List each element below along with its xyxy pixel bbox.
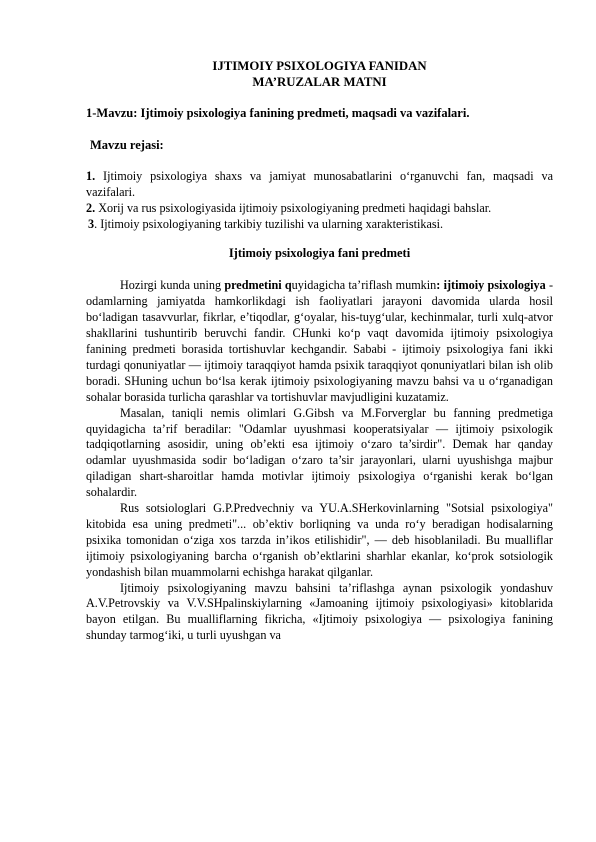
plan-heading: Mavzu rejasi: — [90, 137, 164, 152]
plan-item-number: 2. — [86, 200, 96, 215]
plan-item — [86, 169, 553, 201]
title-line-2: MA’RUZALAR MATNI — [252, 75, 387, 89]
document-page — [86, 58, 553, 644]
p1-mid: uyidagicha ta’riflash mumkin — [291, 278, 437, 293]
plan-item — [86, 217, 553, 233]
plan-item — [86, 201, 553, 217]
paragraph: Ijtimoiy psixologiyaning mavzu bahsini ta’riflashga aynan psixologik yondashuv A.V.Petrovskiy va V.V.SHpalinskiylarning «Jamoaning ijtimoiy psixologiyasi» kitoblarida bayon etilgan. Bu mualliflarning fikricha, «Ijtimoiy psixologiya — psixologiya fanining shunday tarmog‘iki, u turli uyushgan va — [86, 580, 553, 643]
topic-heading: 1-Mavzu: Ijtimoiy psixologiya fanining predmeti, maqsadi va vazifalari. — [86, 106, 470, 120]
plan-item-text: Xorij va rus psixologiyasida ijtimoiy psixologiyaning predmeti haqidagi bahslar. — [95, 200, 492, 215]
plan-item-number: 1. — [86, 168, 96, 183]
p1-rest: - odamlarning jamiyatda hamkorlikdagi ish faoliyatlari jarayoni davomida ularda hosil bo‘ladigan tasavvurlar, fikrlar, e’tiqodlar, g‘oyalar, his-tuyg‘ular, kechinmalar, turli xulq-atvor shakllarini tushuntirib beruvchi fandir. CHunki ko‘p vaqt davomida ijtimoiy psixologiya fanining predmeti borasida tortishuvlar kechgandir. Sababi - ijtimoiy psixologiya fani ikki turdagi qonuniyatlar — ijtimoiy taraqqiyot hamda psixik taraqqiyot qonuniyatlari bilan ish olib boradi. SHuning uchun bo‘lsa kerak ijtimoiy psixologiyaning mavzu bahsi va u o‘rganadigan sohalar borasida turlicha qarashlar va tortishuvlar mavjudligini kuzatamiz. — [86, 278, 553, 404]
plan-item-number: 3 — [88, 216, 95, 231]
body-text — [86, 278, 553, 644]
paragraph: Masalan, taniqli nemis olimlari G.Gibsh va M.Forverglar bu fanning predmetiga quyidagicha ta’rif beradilar: "Odamlar uyushmasi kooperatsiyalar — ijtimoiy psixologik tadqiqotlarning asosidir, uning ob’ekti esa ijtimoiy o‘zaro ta’sirdir". Demak har qanday odamlar uyushmasida sodir bo‘ladigan o‘zaro ta’sir jarayonlari, ularni uyushishga majbur qiladigan shart-sharoitlar hamda motivlar ijtimoiy psixologiya o‘rganishi kerak bo‘lgan sohalardir. — [86, 405, 553, 500]
section-subheading: Ijtimoiy psixologiya fani predmeti — [228, 246, 411, 261]
plan-item-text: . Ijtimoiy psixologiyaning tarkibiy tuzilishi va ularning xarakteristikasi. — [94, 216, 444, 231]
p1-start: Hozirgi kunda uning — [120, 278, 225, 293]
paragraph — [86, 278, 553, 405]
title-line-1: IJTIMOIY PSIXOLOGIYA FANIDAN — [212, 59, 427, 73]
p1-bold-1: predmetini q — [224, 278, 292, 293]
plan-item-text: Ijtimoiy psixologiya shaxs va jamiyat munosabatlarini o‘rganuvchi fan, maqsadi va vazifalari. — [86, 168, 553, 199]
paragraph: Rus sotsiologlari G.P.Predvechniy va YU.A.SHerkovinlarning "Sotsial psixologiya" kitobida esa uning predmeti"... ob’ektiv borliqning va unda ro‘y beradigan hodisalarning psixika tomonidan o‘ziga xos tarzda in’ikos etilishidir", — deb hisoblaniladi. Bu mualliflar ijtimoiy psixologiyaning barcha o‘rganish ob’ektlarini sharhlar ekanlar, ko‘prok sotsiologik yondashish bilan muammolarni echishga harakat qilganlar. — [86, 501, 553, 579]
p1-bold-2: : ijtimoiy psixologiya — [436, 278, 546, 293]
plan-list — [86, 169, 553, 233]
document-title — [86, 58, 553, 90]
